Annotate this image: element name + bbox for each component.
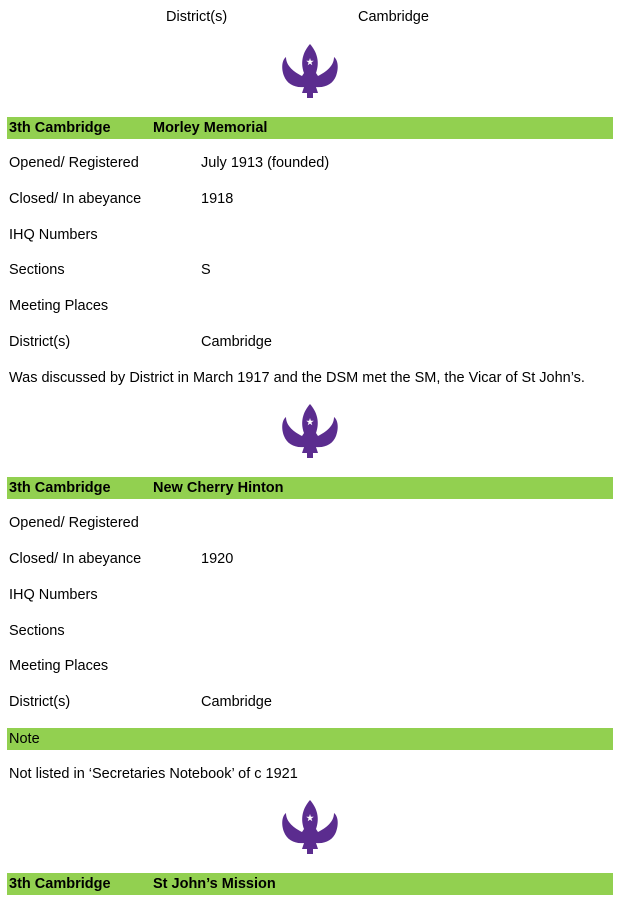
row-label: Closed/ In abeyance [9, 551, 142, 567]
row-label: District(s) [9, 334, 71, 350]
row-value: Cambridge [201, 334, 272, 350]
row-label: Closed/ In abeyance [9, 191, 142, 207]
fleur-de-lis-icon [280, 798, 340, 858]
top-district-value: Cambridge [358, 9, 429, 25]
row-label: Opened/ Registered [9, 155, 139, 171]
row-label: Opened/ Registered [9, 515, 139, 531]
row-label: District(s) [9, 694, 71, 710]
group-name: St John’s Mission [153, 876, 276, 892]
row-label: Sections [9, 623, 65, 639]
row-label: IHQ Numbers [9, 227, 98, 243]
top-district-label: District(s) [166, 9, 228, 25]
row-label: Meeting Places [9, 298, 109, 314]
row-value: S [201, 262, 211, 278]
group-number: 3th Cambridge [9, 480, 111, 496]
row-label: Sections [9, 262, 65, 278]
group-number: 3th Cambridge [9, 876, 111, 892]
group-number: 3th Cambridge [9, 120, 111, 136]
fleur-de-lis-icon [280, 42, 340, 102]
row-label: Meeting Places [9, 658, 109, 674]
row-value: 1920 [201, 551, 234, 567]
note-header [7, 728, 613, 750]
fleur-de-lis-icon [280, 402, 340, 462]
note-heading: Note [9, 731, 40, 747]
row-value: Cambridge [201, 694, 272, 710]
group-description: Was discussed by District in March 1917 and the DSM met the SM, the Vicar of St John’s. [9, 370, 585, 386]
group-name: Morley Memorial [153, 120, 268, 136]
group-header [7, 873, 613, 895]
row-value: 1918 [201, 191, 234, 207]
note-text: Not listed in ‘Secretaries Notebook’ of c 1921 [9, 766, 298, 782]
row-label: IHQ Numbers [9, 587, 98, 603]
group-header [7, 117, 613, 139]
group-header [7, 477, 613, 499]
group-name: New Cherry Hinton [153, 480, 284, 496]
row-value: July 1913 (founded) [201, 155, 330, 171]
